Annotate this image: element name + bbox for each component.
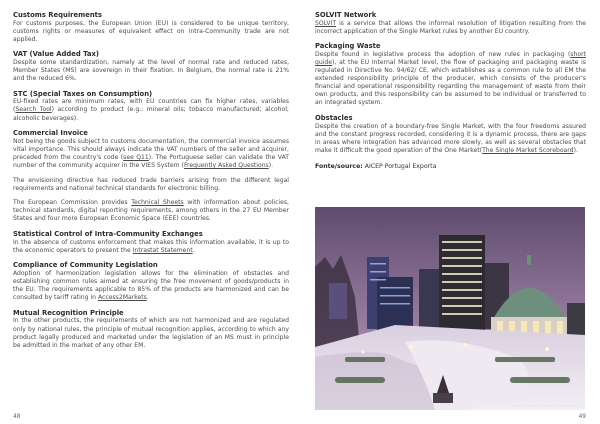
source-line [315, 163, 586, 170]
section-body: Despite some standardization, namely at the level of normal rate and reduced rates, Member States (MS) are sovereign in their fixation. In Belgium, the normal rate is 21% and the reduced 6%. [13, 58, 289, 83]
short-guide-link[interactable]: short guide [315, 50, 586, 66]
faq-link[interactable]: Frequently Asked Questions [183, 162, 269, 169]
section-title: Obstacles [315, 114, 353, 123]
section-stc [13, 90, 289, 123]
section-body: Not being the goods subject to customs documentation, the commercial invoice assumes vital importance. This should always indicate the VAT numbers of the seller and acquirer, preceded from the country's code (see Q11). The Portuguese seller can validate the VAT number of the community acquirer in the VIES System (Frequently Asked Questions). [13, 137, 289, 169]
section-title: Packaging Waste [315, 42, 381, 51]
section-title: Compliance of Community Legislation [13, 261, 158, 270]
solvit-link[interactable]: SOLVIT [315, 19, 337, 27]
section-title: STC (Special Taxes on Consumption) [13, 89, 153, 98]
section-title: Mutual Recognition Principle [13, 308, 124, 317]
section-body: In the other products, the requirements of which are not harmonized and are regulated only by national rules, the principle of mutual recognition applies, according to which any product legally produced and marketed under the legislation of an MS must in principle be admitted in the market of any other EM. [13, 317, 289, 349]
section-compliance [13, 261, 289, 302]
intrastat-link[interactable]: Intrastat Statement [132, 246, 193, 254]
section-body: The European Commission provides Technical Sheets with information about policies, technical standards, digital reporting requirements, among others in the 27 EU Member States and four more European Economic Space (EEE) countries. [13, 199, 289, 223]
section-body: For customs purposes, the European Union (EU) is considered to be unique territory, customs rights or measures of equivalent effect on intra-Community trade are not applied. [13, 19, 289, 43]
section-solvit [315, 11, 586, 36]
see-q11-link[interactable]: see Q11 [123, 153, 149, 161]
section-title: VAT (Value Added Tax) [13, 50, 99, 59]
section-statistical-control [13, 230, 289, 255]
section-vat [13, 50, 289, 83]
section-body: Despite the creation of a boundary-free Single Market, with the four freedoms assured and the constant progress recorded, considering it is a dynamic process, there are gaps in areas where integration has advanced more slowly, as well as several obstacles that make it difficult the good operation of the One Market(The Single Market Scoreboard). [315, 122, 586, 154]
section-title: Customs Requirements [13, 11, 102, 19]
photo-illustration [315, 207, 585, 410]
city-night-photo [315, 207, 585, 410]
section-body: The envisioning directive has reduced trade barriers arising from the different legal requirements and national technical standards for electronic billing. [13, 176, 289, 192]
section-title: Commercial Invoice [13, 129, 88, 138]
section-body: Adoption of harmonization legislation allows for the elimination of obstacles and establishing common rules aimed at ensuring the free movement of goods/products in the EU. The requirements applicable to 85% of the products are harmonized and can be consulted by tariff rating in Access2Markets. [13, 269, 289, 302]
section-title: Statistical Control of Intra-Community Exchanges [13, 230, 203, 239]
section-packaging [315, 42, 586, 107]
section-body: In the absence of customs enforcement that makes this information available, it is up to the economic operators to present the Intrastat Statement. [13, 238, 289, 254]
section-title: SOLVIT Network [315, 11, 377, 19]
source-value: AICEP Portugal Exporta [362, 163, 437, 170]
page-number: 49 [578, 414, 586, 420]
technical-sheets-link[interactable]: Technical Sheets [131, 199, 184, 207]
section-body: EU-fixed rates are minimum rates, with EU countries can fix higher rates, variables (Search Tool) according to product (e.g.: mineral oils; tobacco manufactured; alcohol; alcoholic beverages). [13, 98, 289, 122]
page-number: 48 [13, 414, 21, 420]
section-mutual-recognition [13, 309, 289, 350]
section-e-billing [13, 177, 289, 193]
section-obstacles [315, 114, 586, 155]
source-label: Fonte/source: [315, 163, 363, 170]
section-body: Despite found in legislative process the adoption of new rules in packaging (short guide), at the EU Internal Market level, the flow of packaging and packaging waste is regulated in Directive No. 94/62/ CE, which establishes as a common rule to all EM the extended responsibility principle of the producer, which consists of the producer's financial and operational responsibility regarding the management of waste from their own products, and this responsibility can be assumed to be individual or transferred to an integrated system. [315, 50, 586, 107]
section-customs [13, 11, 289, 44]
access2markets-link[interactable]: Access2Markets [97, 294, 147, 302]
search-tool-link[interactable]: Search Tool [15, 106, 52, 114]
section-technical-sheets [13, 199, 289, 223]
photo-credit: Image by Laurent Verdier from Pixabay [510, 404, 581, 408]
section-body: SOLVIT is a service that allows the informal resolution of litigation resulting from the incorrect application of the Single Market rules by another EU country. [315, 19, 586, 35]
section-invoice [13, 129, 289, 170]
scoreboard-link[interactable]: The Single Market Scoreboard [482, 146, 574, 154]
